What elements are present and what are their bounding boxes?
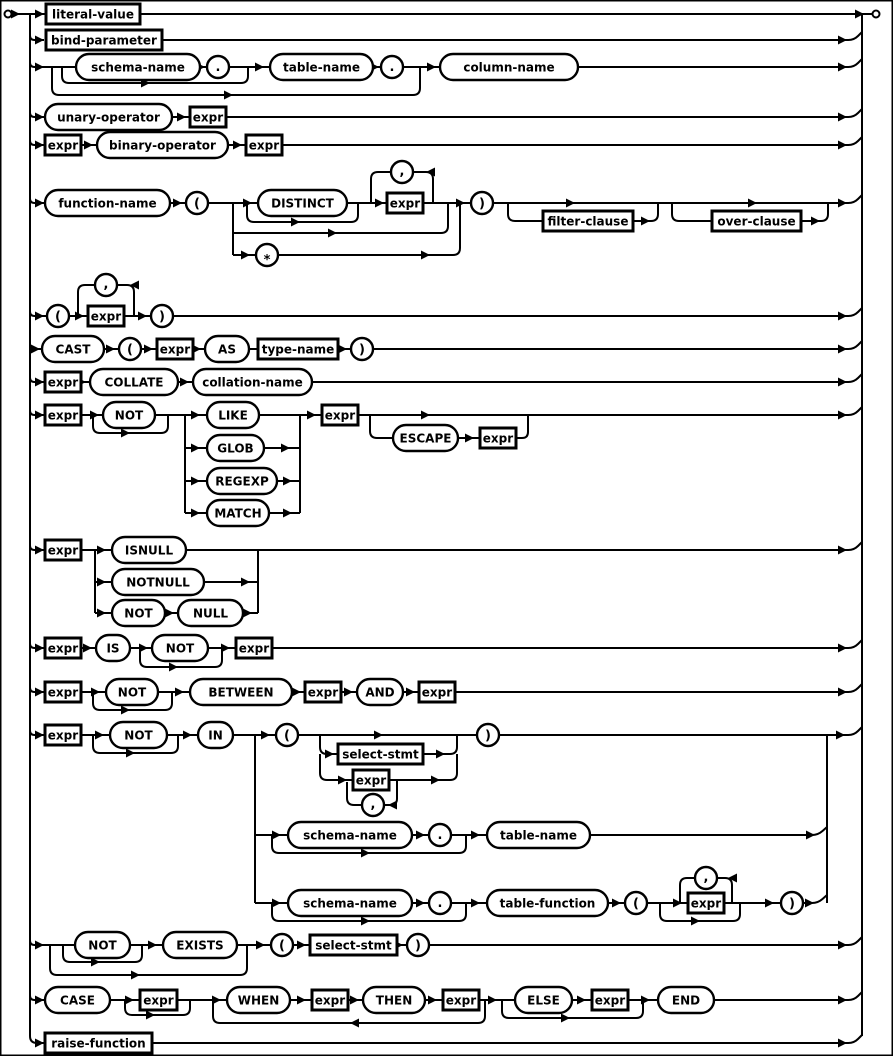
node-expr xyxy=(88,306,124,326)
node-label: ESCAPE xyxy=(399,431,452,446)
punct-label: ) xyxy=(359,342,365,358)
node- xyxy=(429,824,451,846)
node-expr xyxy=(190,107,226,127)
node- xyxy=(151,305,173,327)
punct-label: . xyxy=(437,896,443,911)
node-expr xyxy=(236,638,272,658)
node- xyxy=(625,892,647,914)
node-label: expr xyxy=(47,543,79,558)
end-terminal-icon xyxy=(873,11,880,18)
punct-label: ) xyxy=(789,896,795,912)
node- xyxy=(207,56,229,78)
node-ISNULL xyxy=(112,537,186,563)
node-unary-operator xyxy=(45,104,172,130)
node- xyxy=(781,892,803,914)
node-function-name xyxy=(45,190,170,216)
punct-label: . xyxy=(389,60,395,75)
node-expr xyxy=(246,135,282,155)
node-expr xyxy=(45,372,81,392)
node-BETWEEN xyxy=(190,679,292,705)
punct-label: ) xyxy=(415,938,421,954)
node- xyxy=(381,56,403,78)
node-label: expr xyxy=(47,641,79,656)
node-expr xyxy=(443,990,479,1010)
node-AS xyxy=(205,336,249,362)
node-expr xyxy=(45,682,81,702)
node-select-stmt xyxy=(338,744,423,764)
node-NOT xyxy=(75,932,130,958)
node-THEN xyxy=(363,987,425,1013)
node-label: NULL xyxy=(192,606,229,621)
node-expr xyxy=(480,428,516,448)
node-label: table-function xyxy=(499,896,596,911)
node-label: expr xyxy=(159,342,191,357)
node-MATCH xyxy=(207,500,269,526)
node-expr xyxy=(45,135,81,155)
node- xyxy=(362,794,384,816)
node-filter-clause xyxy=(543,211,633,231)
node-label: unary-operator xyxy=(57,110,160,125)
node-label: expr xyxy=(192,110,224,125)
node-label: expr xyxy=(389,196,421,211)
node-label: expr xyxy=(355,773,387,788)
node-label: expr xyxy=(314,993,346,1008)
node-bind-parameter xyxy=(46,30,162,50)
node-label: expr xyxy=(307,685,339,700)
node-expr xyxy=(688,893,724,913)
node- xyxy=(407,934,429,956)
node- xyxy=(429,892,451,914)
node-label: expr xyxy=(47,375,79,390)
node-expr xyxy=(592,990,628,1010)
node-label: schema-name xyxy=(303,896,397,911)
node- xyxy=(95,274,117,296)
node-label: NOT xyxy=(88,938,117,953)
punct-label: ) xyxy=(479,196,485,212)
node-label: expr xyxy=(143,993,174,1008)
node-collation-name xyxy=(193,369,312,395)
node-label: binary-operator xyxy=(109,138,216,153)
node-label: expr xyxy=(324,408,356,423)
node-label: NOT xyxy=(124,606,153,621)
node-NOT xyxy=(152,635,208,661)
node-label: IN xyxy=(208,728,223,743)
node-expr xyxy=(45,405,81,425)
node-NOT xyxy=(106,679,158,705)
node-over-clause xyxy=(712,211,801,231)
node-label: GLOB xyxy=(217,441,254,456)
node-label: REGEXP xyxy=(215,474,269,489)
node-expr xyxy=(322,405,358,425)
node-schema-name xyxy=(288,890,412,916)
node-type-name xyxy=(258,339,338,359)
node-label: expr xyxy=(690,896,722,911)
node-label: raise-function xyxy=(51,1036,146,1051)
node-label: expr xyxy=(47,408,79,423)
punct-label: * xyxy=(263,253,271,268)
node-ESCAPE xyxy=(393,425,458,451)
node-NOT xyxy=(112,600,165,626)
node-expr xyxy=(353,770,389,790)
node-label: MATCH xyxy=(214,506,262,521)
node-label: expr xyxy=(421,685,453,700)
node-expr xyxy=(45,540,81,560)
node-label: COLLATE xyxy=(104,375,164,390)
node- xyxy=(351,338,373,360)
node-GLOB xyxy=(207,435,264,461)
node-label: column-name xyxy=(463,60,555,75)
node- xyxy=(276,724,298,746)
node-expr xyxy=(157,339,193,359)
node-expr xyxy=(312,990,348,1010)
node-label: AS xyxy=(218,342,236,357)
node-label: select-stmt xyxy=(315,938,392,953)
punct-label: ) xyxy=(159,309,165,325)
node-label: collation-name xyxy=(202,375,303,390)
node-label: expr xyxy=(90,309,122,324)
node-expr xyxy=(45,725,81,745)
start-terminal-icon xyxy=(5,11,12,18)
node-label: AND xyxy=(365,685,395,700)
node-label: expr xyxy=(47,138,79,153)
node-label: expr xyxy=(47,685,79,700)
node-CAST xyxy=(42,336,104,362)
node-label: THEN xyxy=(375,993,413,1008)
punct-label: . xyxy=(437,828,443,843)
node-label: over-clause xyxy=(717,214,796,229)
node- xyxy=(271,934,293,956)
node-END xyxy=(658,987,714,1013)
node-label: DISTINCT xyxy=(271,196,334,211)
node-label: table-name xyxy=(500,828,577,843)
punct-label: ( xyxy=(284,728,290,744)
node-label: function-name xyxy=(58,196,157,211)
node-AND xyxy=(357,679,403,705)
node-COLLATE xyxy=(90,369,178,395)
node-label: ELSE xyxy=(527,993,560,1008)
node-NOT xyxy=(110,722,167,748)
punct-label: , xyxy=(703,870,709,885)
punct-label: ( xyxy=(194,196,200,212)
node-NOT xyxy=(103,402,155,428)
node- xyxy=(186,192,208,214)
node-WHEN xyxy=(227,987,290,1013)
node-label: expr xyxy=(238,641,270,656)
node-label: LIKE xyxy=(218,408,248,423)
node-NULL xyxy=(178,600,243,626)
punct-label: ( xyxy=(127,342,133,358)
node-IN xyxy=(198,722,233,748)
punct-label: , xyxy=(370,797,376,812)
node-DISTINCT xyxy=(258,190,347,216)
node-expr xyxy=(305,682,341,702)
node-label: expr xyxy=(445,993,477,1008)
node-ELSE xyxy=(515,987,572,1013)
punct-label: ( xyxy=(55,309,61,325)
node-select-stmt xyxy=(310,935,397,955)
node- xyxy=(256,244,278,268)
punct-label: , xyxy=(103,277,109,292)
node-schema-name xyxy=(288,822,412,848)
node-label: filter-clause xyxy=(547,214,629,229)
node- xyxy=(477,724,499,746)
node-label: EXISTS xyxy=(176,938,224,953)
node-expr xyxy=(140,990,177,1010)
node-label: select-stmt xyxy=(342,747,419,762)
node-label: expr xyxy=(594,993,626,1008)
node-expr xyxy=(419,682,455,702)
node-label: expr xyxy=(47,728,79,743)
node- xyxy=(47,305,69,327)
node-table-name xyxy=(270,54,373,80)
node-CASE xyxy=(45,987,110,1013)
punct-label: ( xyxy=(279,938,285,954)
node-table-name xyxy=(487,822,590,848)
node-label: NOT xyxy=(124,728,153,743)
node-label: NOT xyxy=(117,685,147,700)
node-label: type-name xyxy=(261,342,335,357)
node-binary-operator xyxy=(97,132,228,158)
punct-label: . xyxy=(215,60,221,75)
node-EXISTS xyxy=(163,932,237,958)
punct-label: ( xyxy=(633,896,639,912)
node-label: schema-name xyxy=(303,828,397,843)
node-table-function xyxy=(487,890,608,916)
node-literal-value xyxy=(46,4,140,24)
node-label: BETWEEN xyxy=(208,685,274,700)
node- xyxy=(391,161,413,183)
punct-label: ) xyxy=(485,728,491,744)
node-label: NOTNULL xyxy=(126,575,190,590)
node-label: table-name xyxy=(283,60,360,75)
node-column-name xyxy=(440,54,578,80)
node-label: NOT xyxy=(114,408,144,423)
node-label: ISNULL xyxy=(124,543,174,558)
node-expr xyxy=(45,638,81,658)
node-label: bind-parameter xyxy=(51,33,157,48)
node-NOTNULL xyxy=(112,569,204,595)
node-label: WHEN xyxy=(237,993,280,1008)
node-label: END xyxy=(671,993,701,1008)
node-label: CASE xyxy=(60,993,95,1008)
node- xyxy=(695,867,717,889)
node-label: expr xyxy=(482,431,514,446)
punct-label: , xyxy=(399,164,405,179)
node-REGEXP xyxy=(207,468,277,494)
node-schema-name xyxy=(76,54,200,80)
node-raise-function xyxy=(45,1033,152,1053)
node-label: literal-value xyxy=(52,7,134,22)
node-expr xyxy=(387,193,423,213)
node- xyxy=(119,338,141,360)
node-label: schema-name xyxy=(91,60,185,75)
node-LIKE xyxy=(207,402,259,428)
node-label: IS xyxy=(106,641,120,656)
node-label: CAST xyxy=(55,342,91,357)
node- xyxy=(471,192,493,214)
node-label: expr xyxy=(248,138,280,153)
node-label: NOT xyxy=(165,641,195,656)
node-IS xyxy=(96,635,130,661)
